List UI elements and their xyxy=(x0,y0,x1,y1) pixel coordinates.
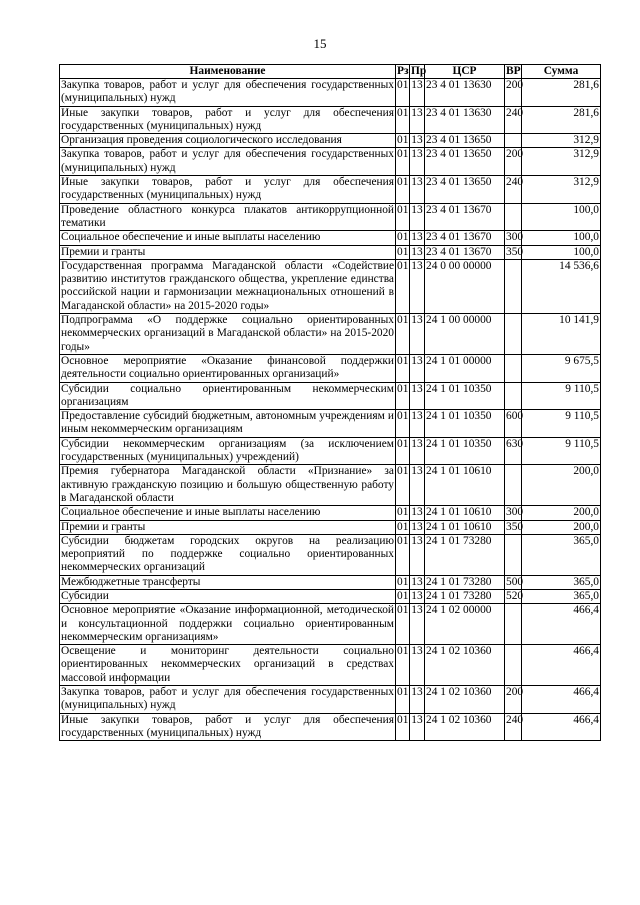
cell-csr: 24 1 01 10610 xyxy=(425,520,505,534)
cell-rz: 01 xyxy=(397,134,409,147)
cell-sum: 14 536,6 xyxy=(522,259,601,313)
cell-rz: 01 xyxy=(396,176,410,204)
cell-pr: 13 xyxy=(411,520,423,533)
table-header-row xyxy=(60,65,601,79)
cell-pr: 13 xyxy=(410,645,425,686)
cell-name: Основное мероприятие «Оказание финансовой поддержки деятельности социально ориентированных организаций» xyxy=(61,354,394,381)
cell-csr: 24 1 02 10360 xyxy=(425,713,505,741)
table-row xyxy=(60,506,601,520)
cell-sum: 365,0 xyxy=(522,534,601,575)
cell-name: Премии и гранты xyxy=(60,520,396,534)
cell-sum: 466,4 xyxy=(522,686,601,714)
cell-sum: 365,0 xyxy=(522,575,601,589)
cell-pr: 13 xyxy=(411,231,423,244)
cell-rz: 01 xyxy=(396,314,410,355)
cell-csr: 23 4 01 13650 xyxy=(425,176,505,204)
cell-sum: 281,6 xyxy=(522,106,601,134)
cell-rz: 01 xyxy=(396,604,410,645)
cell-rz: 01 xyxy=(397,506,409,519)
cell-name: Предоставление субсидий бюджетным, автономным учреждениям и иным некоммерческим организациям xyxy=(61,410,394,436)
header-rz: Рз xyxy=(397,65,409,77)
table-row xyxy=(60,382,601,410)
table-row xyxy=(60,259,601,313)
cell-name: Освещение и мониторинг деятельности социально ориентированных некоммерческих организаций в средствах массовой информации xyxy=(61,645,394,684)
cell-rz: 01 xyxy=(396,465,410,506)
cell-pr: 13 xyxy=(410,534,425,575)
cell-rz: 01 xyxy=(396,382,410,410)
cell-vr: 350 xyxy=(506,520,524,533)
table-row xyxy=(60,589,601,603)
table-row xyxy=(60,134,601,148)
cell-rz: 01 xyxy=(396,203,410,231)
table-row xyxy=(60,176,601,204)
table-row xyxy=(60,437,601,465)
cell-pr: 13 xyxy=(410,79,425,107)
cell-sum: 200,0 xyxy=(522,506,601,520)
cell-vr: 240 xyxy=(505,713,522,741)
cell-name: Закупка товаров, работ и услуг для обеспечения государственных (муниципальных) нужд xyxy=(61,686,394,712)
cell-sum: 200,0 xyxy=(522,520,601,534)
cell-sum: 466,4 xyxy=(522,713,601,741)
cell-rz: 01 xyxy=(396,259,410,313)
cell-name: Подпрограмма «О поддержке социально ориентированных некоммерческих организаций в Магаданской области» на 2015-2020 годы» xyxy=(61,314,394,353)
table-row xyxy=(60,520,601,534)
cell-vr: 300 xyxy=(506,506,524,519)
cell-sum: 9 110,5 xyxy=(522,410,601,438)
cell-name: Проведение областного конкурса плакатов антикоррупционной тематики xyxy=(61,203,394,229)
cell-csr: 23 4 01 13670 xyxy=(425,231,505,245)
cell-csr: 23 4 01 13650 xyxy=(425,148,505,176)
header-name: Наименование xyxy=(60,65,396,79)
cell-csr: 24 1 02 10360 xyxy=(425,645,505,686)
cell-vr xyxy=(505,534,522,575)
cell-pr: 13 xyxy=(410,382,425,410)
cell-name: Закупка товаров, работ и услуг для обеспечения государственных (муниципальных) нужд xyxy=(61,148,394,174)
cell-sum: 100,0 xyxy=(522,231,601,245)
cell-vr xyxy=(505,134,522,148)
cell-csr: 24 1 01 00000 xyxy=(425,354,505,382)
cell-vr xyxy=(505,354,522,382)
cell-pr: 13 xyxy=(411,589,423,602)
cell-sum: 9 675,5 xyxy=(522,354,601,382)
cell-pr: 13 xyxy=(410,148,425,176)
cell-rz: 01 xyxy=(396,645,410,686)
cell-vr xyxy=(505,314,522,355)
cell-csr: 23 4 01 13630 xyxy=(425,106,505,134)
cell-csr: 24 1 01 10350 xyxy=(425,410,505,438)
cell-pr: 13 xyxy=(410,465,425,506)
cell-csr: 24 1 01 73280 xyxy=(425,534,505,575)
cell-pr: 13 xyxy=(411,134,423,147)
cell-sum: 365,0 xyxy=(522,589,601,603)
cell-sum: 312,9 xyxy=(522,176,601,204)
cell-csr: 24 1 01 73280 xyxy=(425,589,505,603)
cell-name: Закупка товаров, работ и услуг для обеспечения государственных (муниципальных) нужд xyxy=(61,79,394,105)
cell-rz: 01 xyxy=(396,410,410,438)
cell-rz: 01 xyxy=(396,713,410,741)
cell-csr: 24 1 02 00000 xyxy=(425,604,505,645)
table-row xyxy=(60,604,601,645)
header-csr: ЦСР xyxy=(425,65,505,79)
cell-vr xyxy=(505,203,522,231)
cell-name: Основное мероприятие «Оказание информационной, методической и консультационной поддержки социально ориентированным некоммерческим организациям» xyxy=(61,604,394,643)
cell-vr: 630 xyxy=(505,437,522,465)
header-sum: Сумма xyxy=(522,65,601,79)
cell-rz: 01 xyxy=(396,686,410,714)
cell-name: Иные закупки товаров, работ и услуг для обеспечения государственных (муниципальных) нужд xyxy=(61,106,394,132)
cell-csr: 24 0 00 00000 xyxy=(425,259,505,313)
cell-rz: 01 xyxy=(397,520,409,533)
page-number: 15 xyxy=(313,36,327,51)
cell-sum: 10 141,9 xyxy=(522,314,601,355)
cell-vr xyxy=(505,465,522,506)
header-vr: ВР xyxy=(506,65,521,77)
cell-vr: 300 xyxy=(506,231,524,244)
cell-vr: 200 xyxy=(505,148,522,176)
cell-rz: 01 xyxy=(397,589,409,602)
table-row xyxy=(60,231,601,245)
cell-name: Социальное обеспечение и иные выплаты населению xyxy=(60,231,396,245)
cell-csr: 23 4 01 13630 xyxy=(425,79,505,107)
cell-csr: 24 1 01 10610 xyxy=(425,465,505,506)
cell-sum: 100,0 xyxy=(522,203,601,231)
cell-name: Иные закупки товаров, работ и услуг для обеспечения государственных (муниципальных) нужд xyxy=(61,713,394,739)
cell-name: Межбюджетные трансферты xyxy=(60,575,396,589)
cell-name: Социальное обеспечение и иные выплаты населению xyxy=(60,506,396,520)
cell-rz: 01 xyxy=(396,437,410,465)
cell-csr: 24 1 01 73280 xyxy=(425,575,505,589)
cell-pr: 13 xyxy=(410,604,425,645)
cell-csr: 24 1 01 10350 xyxy=(425,382,505,410)
cell-vr: 500 xyxy=(506,575,524,588)
cell-name: Иные закупки товаров, работ и услуг для обеспечения государственных (муниципальных) нужд xyxy=(61,176,394,202)
table-body xyxy=(60,79,601,741)
cell-name: Субсидии xyxy=(60,589,396,603)
budget-table xyxy=(59,64,601,741)
table-row xyxy=(60,410,601,438)
table-row xyxy=(60,645,601,686)
cell-csr: 24 1 02 10360 xyxy=(425,686,505,714)
table-row xyxy=(60,148,601,176)
cell-csr: 23 4 01 13670 xyxy=(425,203,505,231)
cell-name: Премия губернатора Магаданской области «Признание» за активную гражданскую позицию и большую общественную работу в Магаданской области xyxy=(61,465,394,504)
cell-pr: 13 xyxy=(410,354,425,382)
cell-pr: 13 xyxy=(410,410,425,438)
cell-sum: 466,4 xyxy=(522,604,601,645)
cell-vr xyxy=(505,645,522,686)
cell-sum: 312,9 xyxy=(522,134,601,148)
cell-pr: 13 xyxy=(410,686,425,714)
cell-sum: 100,0 xyxy=(522,245,601,259)
cell-name: Организация проведения социологического исследования xyxy=(60,134,396,148)
cell-vr: 350 xyxy=(506,245,524,258)
cell-rz: 01 xyxy=(397,245,409,258)
header-pr: Пр xyxy=(411,65,427,77)
cell-vr: 520 xyxy=(506,589,524,602)
cell-rz: 01 xyxy=(397,231,409,244)
cell-vr: 240 xyxy=(505,106,522,134)
cell-sum: 466,4 xyxy=(522,645,601,686)
cell-name: Субсидии некоммерческим организациям (за исключением государственных (муниципальных) учреждений) xyxy=(61,437,394,464)
cell-rz: 01 xyxy=(396,534,410,575)
cell-name: Премии и гранты xyxy=(60,245,396,259)
cell-sum: 281,6 xyxy=(522,79,601,107)
cell-pr: 13 xyxy=(410,314,425,355)
cell-name: Субсидии социально ориентированным некоммерческим организациям xyxy=(61,382,394,408)
cell-csr: 23 4 01 13670 xyxy=(425,245,505,259)
cell-csr: 23 4 01 13650 xyxy=(425,134,505,148)
cell-vr xyxy=(505,382,522,410)
table-row xyxy=(60,106,601,134)
cell-rz: 01 xyxy=(396,354,410,382)
table-row xyxy=(60,79,601,107)
cell-pr: 13 xyxy=(411,245,423,258)
table-row xyxy=(60,534,601,575)
cell-rz: 01 xyxy=(396,106,410,134)
table-row xyxy=(60,686,601,714)
cell-vr: 600 xyxy=(505,410,522,438)
table-row xyxy=(60,354,601,382)
table-row xyxy=(60,713,601,741)
cell-sum: 312,9 xyxy=(522,148,601,176)
cell-vr xyxy=(505,604,522,645)
cell-pr: 13 xyxy=(410,176,425,204)
cell-vr: 200 xyxy=(505,79,522,107)
cell-pr: 13 xyxy=(410,259,425,313)
table-row xyxy=(60,203,601,231)
cell-rz: 01 xyxy=(396,79,410,107)
cell-sum: 200,0 xyxy=(522,465,601,506)
cell-vr: 240 xyxy=(505,176,522,204)
cell-rz: 01 xyxy=(396,148,410,176)
table-row xyxy=(60,314,601,355)
cell-name: Субсидии бюджетам городских округов на реализацию мероприятий по поддержке социально ориентированных некоммерческих организаций xyxy=(61,534,394,574)
cell-pr: 13 xyxy=(411,506,423,519)
cell-csr: 24 1 01 10610 xyxy=(425,506,505,520)
cell-sum: 9 110,5 xyxy=(522,437,601,465)
cell-csr: 24 1 00 00000 xyxy=(425,314,505,355)
table-row xyxy=(60,245,601,259)
cell-pr: 13 xyxy=(410,106,425,134)
cell-rz: 01 xyxy=(397,575,409,588)
cell-pr: 13 xyxy=(410,203,425,231)
cell-csr: 24 1 01 10350 xyxy=(425,437,505,465)
cell-vr: 200 xyxy=(505,686,522,714)
table-row xyxy=(60,465,601,506)
cell-name: Государственная программа Магаданской области «Содействие развитию институтов гражданского общества, укрепление единства российской нации и гармонизации межнациональных отношений в Магаданской области» на 2015-2020 годы» xyxy=(61,259,394,312)
cell-pr: 13 xyxy=(410,437,425,465)
cell-pr: 13 xyxy=(411,575,423,588)
table-row xyxy=(60,575,601,589)
cell-sum: 9 110,5 xyxy=(522,382,601,410)
cell-vr xyxy=(505,259,522,313)
cell-pr: 13 xyxy=(410,713,425,741)
